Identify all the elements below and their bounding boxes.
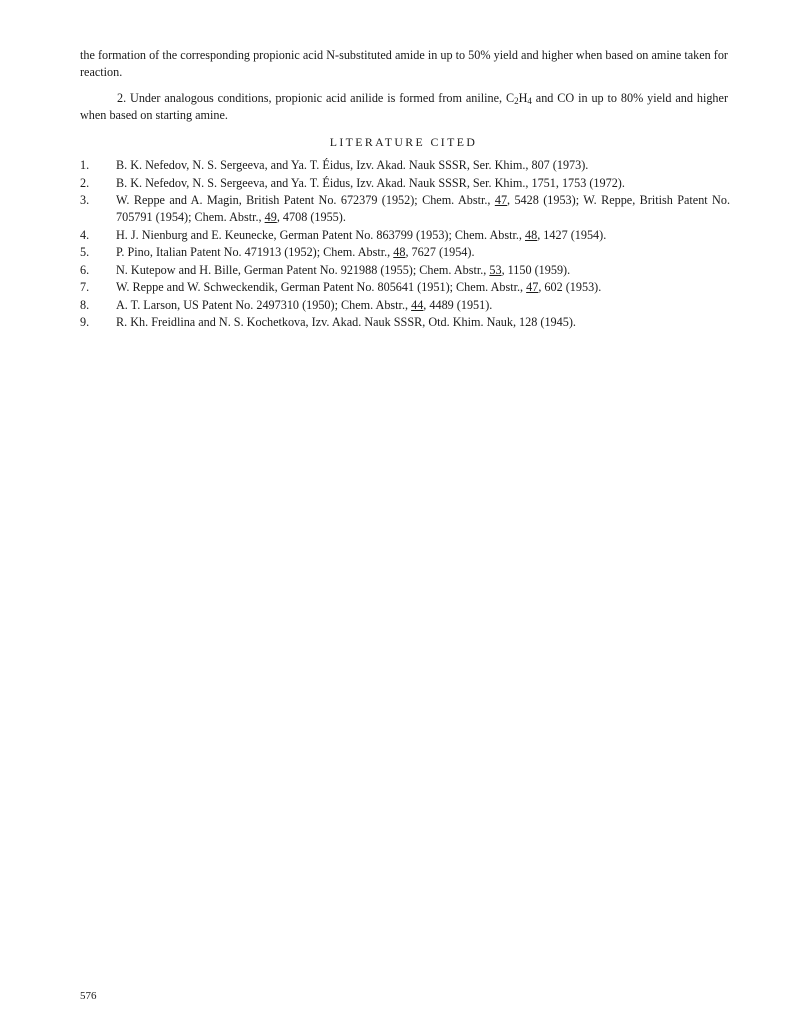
reference-item-7: [80, 279, 730, 296]
reference-item-3: [80, 192, 730, 226]
reference-number: 2.: [80, 175, 90, 190]
volume-number: 48: [525, 227, 538, 242]
body-paragraph-1: the formation of the corresponding propionic acid N-substituted amide in up to 50% yield and higher when based on amine taken for reaction.: [80, 48, 728, 79]
literature-cited-heading: LITERATURE CITED: [329, 135, 478, 149]
reference-text-part: A. T. Larson, US Patent No. 2497310 (1950); Chem. Abstr.,: [116, 297, 412, 312]
reference-item-6: [80, 262, 730, 279]
reference-text-part: , 4489 (1951).: [423, 297, 493, 312]
reference-text-part: , 7627 (1954).: [405, 245, 475, 259]
para2-text-mid: H: [518, 91, 528, 105]
reference-number: 5.: [80, 245, 90, 259]
reference-text-part: , 1150 (1959).: [501, 262, 571, 277]
reference-item-2: [80, 175, 730, 192]
page-number: 576: [80, 990, 97, 1002]
reference-item-4: [80, 227, 730, 244]
reference-number: 6.: [80, 262, 90, 277]
reference-number: 7.: [80, 280, 90, 294]
reference-text-part: W. Reppe and W. Schweckendik, German Patent No. 805641 (1951); Chem. Abstr.,: [116, 280, 527, 294]
reference-text-part: W. Reppe and A. Magin, British Patent No. 672379 (1952); Chem. Abstr.,: [116, 193, 495, 207]
reference-number: 3.: [80, 193, 90, 207]
subscript-2: 2: [514, 96, 519, 106]
reference-text: B. K. Nefedov, N. S. Sergeeva, and Ya. T. Éidus, Izv. Akad. Nauk SSSR, Ser. Khim., 1751, 1753 (1972).: [116, 175, 625, 190]
volume-number: 44: [411, 297, 424, 312]
reference-number: 8.: [80, 297, 90, 312]
volume-number: 47: [494, 193, 508, 207]
reference-text-part: , 602 (1953).: [538, 280, 602, 294]
reference-text-part: H. J. Nienburg and E. Keunecke, German Patent No. 863799 (1953); Chem. Abstr.,: [116, 227, 525, 242]
reference-item-8: [80, 297, 730, 314]
reference-list: [80, 157, 730, 332]
body-paragraph-2: [80, 90, 728, 124]
volume-number: 53: [489, 262, 502, 277]
reference-text: R. Kh. Freidlina and N. S. Kochetkova, Izv. Akad. Nauk SSSR, Otd. Khim. Nauk, 128 (1945).: [116, 315, 576, 329]
volume-number: 49: [264, 210, 277, 224]
reference-number: 1.: [80, 158, 90, 172]
reference-item-5: [80, 244, 730, 261]
reference-item-9: [80, 314, 730, 331]
volume-number: 48: [393, 245, 406, 259]
reference-text-part: P. Pino, Italian Patent No. 471913 (1952); Chem. Abstr.,: [116, 245, 394, 259]
subscript-4: 4: [527, 96, 532, 106]
para2-text-before: 2. Under analogous conditions, propionic acid anilide is formed from aniline, C: [117, 91, 515, 105]
volume-number: 47: [526, 280, 539, 294]
reference-text-part: , 4708 (1955).: [276, 210, 346, 224]
reference-number: 9.: [80, 315, 90, 329]
reference-item-1: [80, 157, 730, 174]
reference-text-part: , 1427 (1954).: [537, 227, 607, 242]
reference-text-part: , 5428 (1953); W. Reppe, British Patent No. 705791 (1954); Chem. Abstr.,: [116, 193, 730, 224]
reference-number: 4.: [80, 227, 90, 242]
para2-text-after: and CO in up to 80% yield and higher when based on starting amine.: [80, 91, 728, 122]
reference-text: B. K. Nefedov, N. S. Sergeeva, and Ya. T. Éidus, Izv. Akad. Nauk SSSR, Ser. Khim., 807 (1973).: [116, 158, 589, 172]
reference-text-part: N. Kutepow and H. Bille, German Patent No. 921988 (1955); Chem. Abstr.,: [116, 262, 490, 277]
